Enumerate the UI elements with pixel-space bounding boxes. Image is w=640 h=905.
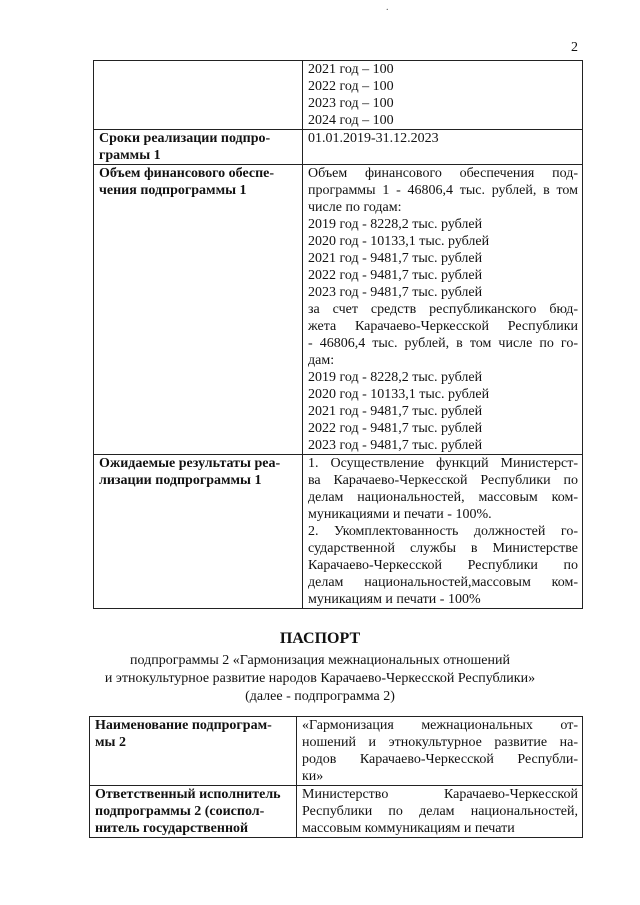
table-row [90,786,583,838]
subprogram-1-passport-table [93,60,583,609]
value-line: жета Карачаево-Черкесской Республики [308,319,578,334]
value-line: ва Карачаево-Черкесской Республики по [308,473,578,488]
top-mark: . [386,2,389,13]
table-row [94,61,583,130]
row-value-cell [303,455,583,609]
value-line: 2. Укомплектованность должностей го- [308,524,578,539]
value-line: муникациями и печати - 100%. [308,507,492,522]
row-value-cell [297,786,583,838]
value-line: Республики по делам национальностей, [302,804,578,819]
value-line: 2022 год - 9481,7 тыс. рублей [308,421,483,436]
label-line: Сроки реализации подпро- [99,131,271,146]
label-line: Ответственный исполнитель [95,787,281,802]
row-label-cell [94,455,303,609]
value-line: 2019 год - 8228,2 тыс. рублей [308,217,483,232]
value-line: Министерство Карачаево-Черкесской [302,787,578,802]
value-line: числе по годам: [308,200,402,215]
label-line: граммы 1 [99,148,161,163]
row-label-cell [94,165,303,455]
value-line: 2020 год - 10133,1 тыс. рублей [308,387,490,402]
table-row [94,165,583,455]
value-line: «Гармонизация межнациональных от- [302,718,578,733]
value-line: дам: [308,353,335,368]
value-line: делам национальностей, массовым ком- [308,490,578,505]
label-line: нитель государственной [95,821,249,836]
row-label-cell [90,717,297,786]
label-line: чения подпрограммы 1 [99,183,247,198]
subprogram-2-passport-table [89,716,583,838]
value-line: 2023 год - 9481,7 тыс. рублей [308,285,483,300]
value-line: родов Карачаево-Черкесской Республи- [302,752,578,767]
value-line: 2022 год - 9481,7 тыс. рублей [308,268,483,283]
subtitle-line: подпрограммы 2 «Гармонизация межнациональных отношений [130,653,510,668]
row-value-cell [303,130,583,165]
label-line: мы 2 [95,735,126,750]
value-line: 2023 год – 100 [308,96,394,111]
table-row [94,130,583,165]
passport-subtitle [0,652,640,706]
row-label-cell [94,130,303,165]
value-line: 2021 год – 100 [308,62,394,77]
value-line: 2021 год - 9481,7 тыс. рублей [308,251,483,266]
table-row [90,717,583,786]
value-line: 2022 год – 100 [308,79,394,94]
row-value-cell [303,61,583,130]
passport-title: ПАСПОРТ [279,630,361,647]
value-line: 1. Осуществление функций Министерст- [308,456,578,471]
value-line: 2024 год – 100 [308,113,394,128]
value-line: 2023 год - 9481,7 тыс. рублей [308,438,483,453]
row-value-cell [297,717,583,786]
table-row [94,455,583,609]
value-line: 2021 год - 9481,7 тыс. рублей [308,404,483,419]
value-line: за счет средств республиканского бюд- [308,302,578,317]
row-value-cell [303,165,583,455]
value-line: делам национальностей,массовым ком- [308,575,578,590]
value-line: ки» [302,769,324,784]
table2-body [90,717,583,838]
value-line: Карачаево-Черкесской Республики по [308,558,578,573]
row-label-cell [90,786,297,838]
label-line: Наименование подпрограм- [95,718,272,733]
label-line: лизации подпрограммы 1 [99,473,262,488]
table1-body [94,61,583,609]
value-line: 2020 год - 10133,1 тыс. рублей [308,234,490,249]
value-line: ношений и этнокультурное развитие на- [302,735,578,750]
row-label-cell [94,61,303,130]
label-line: подпрограммы 2 (соиспол- [95,804,265,819]
value-line: 01.01.2019-31.12.2023 [308,131,439,146]
value-line: муникациям и печати - 100% [308,592,481,607]
label-line: Ожидаемые результаты реа- [99,456,281,471]
value-line: Объем финансового обеспечения под- [308,166,578,181]
value-line: массовым коммуникациям и печати [302,821,515,836]
value-line: - 46806,4 тыс. рублей, в том числе по го- [308,336,578,351]
page-number: 2 [571,40,578,55]
label-line: Объем финансового обеспе- [99,166,275,181]
value-line: сударственной службы в Министерстве [308,541,578,556]
value-line: программы 1 - 46806,4 тыс. рублей, в том [308,183,578,198]
subtitle-line: (далее - подпрограмма 2) [245,689,395,704]
value-line: 2019 год - 8228,2 тыс. рублей [308,370,483,385]
subtitle-line: и этнокультурное развитие народов Карачаево-Черкесской Республики» [104,671,536,686]
